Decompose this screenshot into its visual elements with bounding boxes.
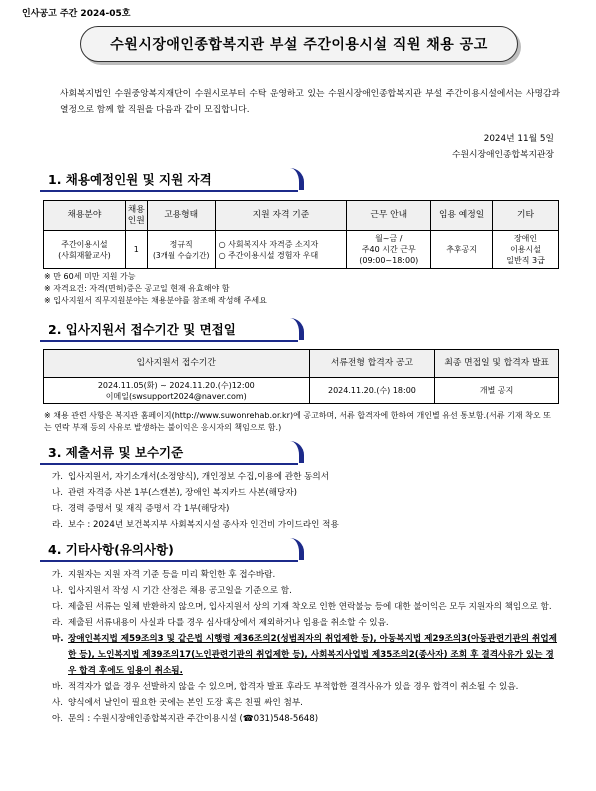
work-line-3: (09:00~18:00) — [359, 256, 419, 265]
section-2-note: ※ 채용 관련 사항은 복지관 홈페이지(http://www.suwonrehab.or.kr)에 공고하며, 서류 합격자에 한하여 개인별 유선 통보함.(서류 기재 착오 또는 연락 부재 등의 사유로 발생하는 불이익은 응시자의 책임으로 함.) — [44, 411, 551, 432]
section-4-list — [52, 567, 562, 727]
section-2-heading — [40, 318, 298, 342]
list-item — [52, 567, 562, 583]
recruit-table — [43, 200, 559, 269]
section-1-title: 1. 채용예정인원 및 지원 자격 — [48, 172, 212, 187]
qual-line-2: ○ 주간이용시설 경험자 우대 — [218, 250, 319, 260]
cell-type — [147, 231, 215, 269]
section-1-notes — [44, 271, 267, 307]
list-item — [52, 711, 562, 727]
item-marker: 아. — [52, 714, 64, 724]
item-marker: 다. — [52, 504, 64, 514]
list-item-important — [52, 631, 562, 679]
item-marker: 바. — [52, 682, 64, 692]
list-item — [52, 599, 562, 615]
list-item — [52, 501, 562, 517]
work-line-2: 주40 시간 근무 — [361, 245, 416, 254]
cell-count: 1 — [125, 231, 147, 269]
th-type: 고용형태 — [147, 201, 215, 231]
item-marker: 라. — [52, 618, 64, 628]
period-text: 2024.11.05(화) ~ 2024.11.20.(수)12:00 — [97, 380, 255, 390]
date-block — [452, 131, 554, 163]
th-start: 임용 예정일 — [431, 201, 493, 231]
cell-start: 추후공지 — [431, 231, 493, 269]
qual-line-1: ○ 사회복지사 자격증 소지자 — [218, 239, 319, 249]
etc-line-3: 일반직 3급 — [506, 256, 545, 265]
item-marker: 사. — [52, 698, 64, 708]
recruit-table-header — [44, 201, 559, 231]
list-item — [52, 695, 562, 711]
th-work: 근무 안내 — [347, 201, 431, 231]
note-line: ※ 입사지원서 직무지원분야는 채용분야를 참조해 작성해 주세요 — [44, 296, 267, 305]
th-count: 채용인원 — [125, 201, 147, 231]
item-marker: 다. — [52, 602, 64, 612]
section-2-title: 2. 입사지원서 접수기간 및 면접일 — [48, 322, 236, 337]
cell-field — [44, 231, 126, 269]
item-marker: 라. — [52, 520, 64, 530]
section-3-list — [52, 469, 562, 533]
page-title: 수원시장애인종합복지관 부설 주간이용시설 직원 채용 공고 — [80, 26, 518, 62]
th-announce: 서류전형 합격자 공고 — [309, 350, 435, 378]
schedule-table — [43, 349, 559, 404]
cell-announce: 2024.11.20.(수) 18:00 — [309, 378, 435, 404]
work-line-1: 월~금 / — [375, 234, 403, 243]
item-text: 양식에서 날인이 필요한 곳에는 본인 도장 혹은 친필 싸인 첨부. — [68, 698, 303, 708]
list-item — [52, 679, 562, 695]
th-etc: 기타 — [493, 201, 559, 231]
section-4-title: 4. 기타사항(유의사항) — [48, 542, 174, 557]
schedule-table-header — [44, 350, 559, 378]
item-text: 적격자가 없을 경우 선발하지 않을 수 있으며, 합격자 발표 후라도 부적합한 결격사유가 있을 경우 합격이 취소될 수 있음. — [68, 682, 519, 692]
list-item — [52, 517, 562, 533]
notice-number: 인사공고 주간 2024-05호 — [22, 9, 131, 19]
section-3-title: 3. 제출서류 및 보수기준 — [48, 445, 184, 460]
table-row — [44, 378, 559, 404]
item-text: 제출된 서류내용이 사실과 다를 경우 심사대상에서 제외하거나 임용을 취소할 수 있음. — [68, 618, 389, 628]
item-text: 입사지원서 작성 시 기간 산정은 채용 공고일을 기준으로 함. — [68, 586, 292, 596]
section-1-heading — [40, 168, 298, 192]
list-item — [52, 469, 562, 485]
item-marker: 나. — [52, 488, 64, 498]
item-text: 제출된 서류는 일체 반환하지 않으며, 입사지원서 상의 기재 착오로 인한 연락불능 등에 대한 불이익은 모두 지원자의 책임으로 함. — [68, 602, 552, 612]
announcement-date: 2024년 11월 5일 — [483, 134, 554, 144]
item-text: 장애인복지법 제59조의3 및 같은법 시행령 제36조의2(성범죄자의 취업제한 등), 아동복지법 제29조의3(아동관련기관의 취업제한 등), 노인복지법 제39조의17(노인관련기관의 취업제한 등), 사회복지사업법 제35조의2(종사자) 조회 후 결격사유가 있는 경우 합격 후에도 임용이 취소됨. — [68, 634, 557, 676]
list-item — [52, 615, 562, 631]
item-text: 관련 자격증 사본 1부(스캔본), 장애인 복지카드 사본(해당자) — [68, 488, 297, 498]
cell-final: 개별 공지 — [435, 378, 559, 404]
item-marker: 나. — [52, 586, 64, 596]
item-text: 문의 : 수원시장애인종합복지관 주간이용시설 (☎031)548-5648) — [68, 714, 319, 724]
field-sub: (사회재활교사) — [58, 250, 111, 260]
note-line: ※ 자격요건: 자격(면허)증은 공고일 현재 유효해야 함 — [44, 284, 230, 293]
item-marker: 가. — [52, 570, 64, 580]
list-item — [52, 485, 562, 501]
note-line: ※ 만 60세 미만 지원 가능 — [44, 272, 136, 281]
etc-line-2: 이용시설 — [510, 245, 541, 254]
th-field: 채용분야 — [44, 201, 126, 231]
item-text: 지원자는 지원 자격 기준 등을 미리 확인한 후 접수바람. — [68, 570, 276, 580]
cell-work — [347, 231, 431, 269]
etc-line-1: 장애인 — [513, 234, 538, 243]
th-qual: 지원 자격 기준 — [215, 201, 347, 231]
section-4-heading — [40, 538, 298, 562]
item-marker: 마. — [52, 634, 64, 644]
item-text: 경력 증명서 및 재직 증명서 각 1부(해당자) — [68, 504, 230, 514]
table-row — [44, 231, 559, 269]
item-text: 보수 : 2024년 보건복지부 사회복지시설 종사자 인건비 가이드라인 적용 — [68, 520, 339, 530]
section-3-heading — [40, 441, 298, 465]
th-final: 최종 면접일 및 합격자 발표 — [435, 350, 559, 378]
email-link[interactable]: 이메일(swsupport2024@naver.com) — [105, 391, 247, 401]
item-marker: 가. — [52, 472, 64, 482]
field-name: 주간이용시설 — [61, 239, 108, 249]
item-text: 입사지원서, 자기소개서(소정양식), 개인정보 수집,이용에 관한 동의서 — [68, 472, 330, 482]
list-item — [52, 583, 562, 599]
cell-qual — [215, 231, 347, 269]
intro-paragraph: 사회복지법인 수원중앙복지재단이 수원시로부터 수탁 운영하고 있는 수원시장애인종합복지관 부설 주간이용시설에서는 사명감과 열정으로 함께 할 직원을 다음과 같이 모집합니다. — [60, 89, 560, 115]
cell-etc — [493, 231, 559, 269]
issuing-org: 수원시장애인종합복지관장 — [452, 150, 554, 160]
th-period: 입사지원서 접수기간 — [44, 350, 310, 378]
cell-period — [44, 378, 310, 404]
type-name: 정규직 — [169, 239, 193, 249]
type-sub: (3개월 수습기간) — [152, 250, 210, 260]
